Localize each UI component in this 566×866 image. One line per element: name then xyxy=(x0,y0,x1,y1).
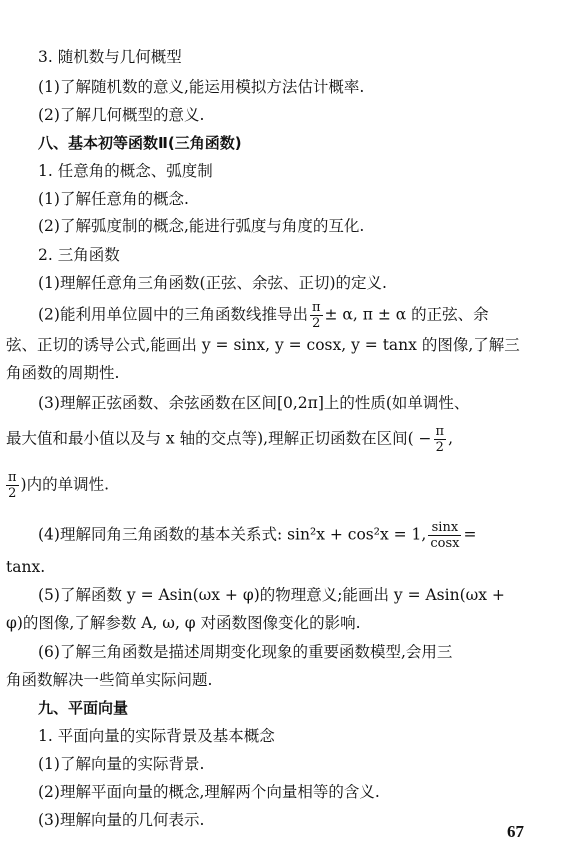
fraction-numerator: π xyxy=(435,424,445,439)
text-segment: ± α, π ± α 的正弦、余 xyxy=(324,305,489,324)
fraction-pi-over-2 xyxy=(434,424,447,455)
text-segment: 最大值和最小值以及与 x 轴的交点等),理解正切函数在区间( − xyxy=(6,429,432,448)
fraction-pi-over-2 xyxy=(6,470,19,501)
text-line: (2)了解几何概型的意义. xyxy=(38,106,205,124)
fraction-denominator: 2 xyxy=(435,440,444,455)
section-heading-8: 八、基本初等函数Ⅱ(三角函数) xyxy=(38,134,242,152)
fraction-denominator: cosx xyxy=(430,536,460,551)
fraction-sin-over-cos xyxy=(428,520,461,551)
text-line: (2)理解平面向量的概念,理解两个向量相等的含义. xyxy=(38,783,380,801)
fraction-numerator: π xyxy=(311,300,321,315)
section-heading-9: 九、平面向量 xyxy=(38,699,129,717)
text-line: (3)理解向量的几何表示. xyxy=(38,811,205,829)
text-line: (6)了解三角函数是描述周期变化现象的重要函数模型,会用三 xyxy=(38,643,453,661)
page-number: 67 xyxy=(507,822,524,841)
text-line: (1)理解任意角三角函数(正弦、余弦、正切)的定义. xyxy=(38,274,387,292)
heading-random-geometric: 3. 随机数与几何概型 xyxy=(38,48,182,66)
text-line: φ)的图像,了解参数 A, ω, φ 对函数图像变化的影响. xyxy=(6,614,361,632)
text-segment: (2)能利用单位圆中的三角函数线推导出 xyxy=(38,305,308,324)
text-line: 角函数的周期性. xyxy=(6,364,120,382)
subheading: 1. 平面向量的实际背景及基本概念 xyxy=(38,727,275,745)
text-line: tanx. xyxy=(6,558,46,576)
text-line: (5)了解函数 y = Asin(ωx + φ)的物理意义;能画出 y = Asin(ωx + xyxy=(38,586,505,604)
text-line: (3)理解正弦函数、余弦函数在区间[0,2π]上的性质(如单调性、 xyxy=(38,394,470,412)
text-segment: (4)理解同角三角函数的基本关系式: sin²x + cos²x = 1, xyxy=(38,525,427,544)
text-line-with-fraction xyxy=(38,300,489,331)
text-line: (2)了解弧度制的概念,能进行弧度与角度的互化. xyxy=(38,217,365,235)
text-line: (1)了解任意角的概念. xyxy=(38,190,189,208)
fraction-numerator: π xyxy=(8,470,17,485)
subheading: 2. 三角函数 xyxy=(38,246,120,264)
text-segment: , xyxy=(448,429,454,448)
fraction-numerator: sinx xyxy=(428,520,461,536)
text-line: (1)了解向量的实际背景. xyxy=(38,755,205,773)
subheading: 1. 任意角的概念、弧度制 xyxy=(38,162,213,180)
text-segment: = xyxy=(463,525,477,544)
text-segment: )内的单调性. xyxy=(20,475,110,494)
text-line: 角函数解决一些简单实际问题. xyxy=(6,671,213,689)
text-line: (1)了解随机数的意义,能运用模拟方法估计概率. xyxy=(38,78,365,96)
fraction-denominator: 2 xyxy=(8,486,17,501)
text-line-with-fraction xyxy=(6,424,453,455)
text-line-with-fraction xyxy=(6,470,109,501)
fraction-pi-over-2 xyxy=(310,300,323,331)
text-line-with-fraction xyxy=(38,520,476,551)
fraction-denominator: 2 xyxy=(312,316,321,331)
text-line: 弦、正切的诱导公式,能画出 y = sinx, y = cosx, y = tanx 的图像,了解三 xyxy=(6,336,520,354)
